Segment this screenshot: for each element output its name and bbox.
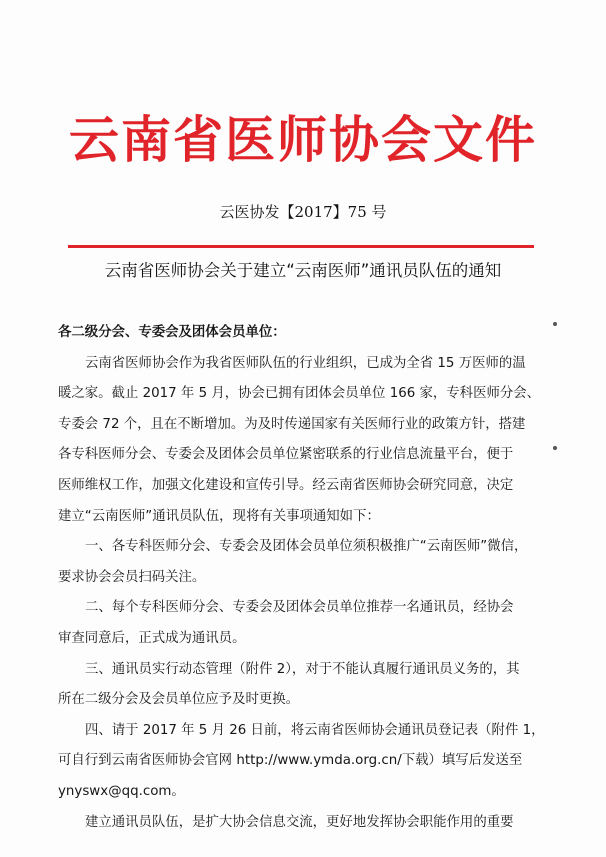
scan-speck [553,322,557,326]
item-3-line: 所在二级分会及会员单位应予及时更换。 [58,692,300,708]
org-header-title: 云南省医师协会文件 [69,110,537,169]
scan-speck [553,446,557,450]
closing-line: 建立通讯员队伍，是扩大协会信息交流，更好地发挥协会职能作用的重要 [85,814,514,830]
notice-title: 云南省医师协会关于建立“云南医师”通讯员队伍的通知 [104,261,502,280]
item-4-line: ynyswx@qq.com。 [58,783,185,799]
item-4-line: 可自行到云南省医师协会官网 http://www.ymda.org.cn/下载）填写后发送至 [58,753,523,769]
paragraph-line: 医师维权工作，加强文化建设和宣传引导。经云南省医师协会研究同意，决定 [58,477,514,493]
item-2-line: 审查同意后，正式成为通讯员。 [58,630,246,646]
document-number: 云医协发【2017】75 号 [219,203,387,221]
red-separator-rule [68,245,534,248]
item-2-line: 二、每个专科医师分会、专委会及团体会员单位推荐一名通讯员，经协会 [85,600,514,616]
paragraph-line: 建立“云南医师”通讯员队伍，现将有关事项通知如下： [58,508,380,524]
paragraph-line: 暖之家。截止 2017 年 5 月，协会已拥有团体会员单位 166 家，专科医师分会、 [58,386,541,402]
notice-body [58,318,548,838]
item-1-line: 一、各专科医师分会、专委会及团体会员单位须积极推广“云南医师”微信， [85,539,528,555]
item-1-line: 要求协会会员扫码关注。 [58,569,206,585]
item-4-line: 四、请于 2017 年 5 月 26 日前，将云南省医师协会通讯员登记表（附件 1， [85,722,545,738]
item-3-line: 三、通讯员实行动态管理（附件 2），对于不能认真履行通讯员义务的，其 [85,661,520,677]
paragraph-line: 专委会 72 个，且在不断增加。为及时传递国家有关医师行业的政策方针，搭建 [58,416,526,432]
paragraph-line: 云南省医师协会作为我省医师队伍的行业组织，已成为全省 15 万医师的温 [85,355,526,371]
paragraph-line: 各专科医师分会、专委会及团体会员单位紧密联系的行业信息流量平台，便于 [58,447,514,463]
salutation: 各二级分会、专委会及团体会员单位： [58,325,286,340]
